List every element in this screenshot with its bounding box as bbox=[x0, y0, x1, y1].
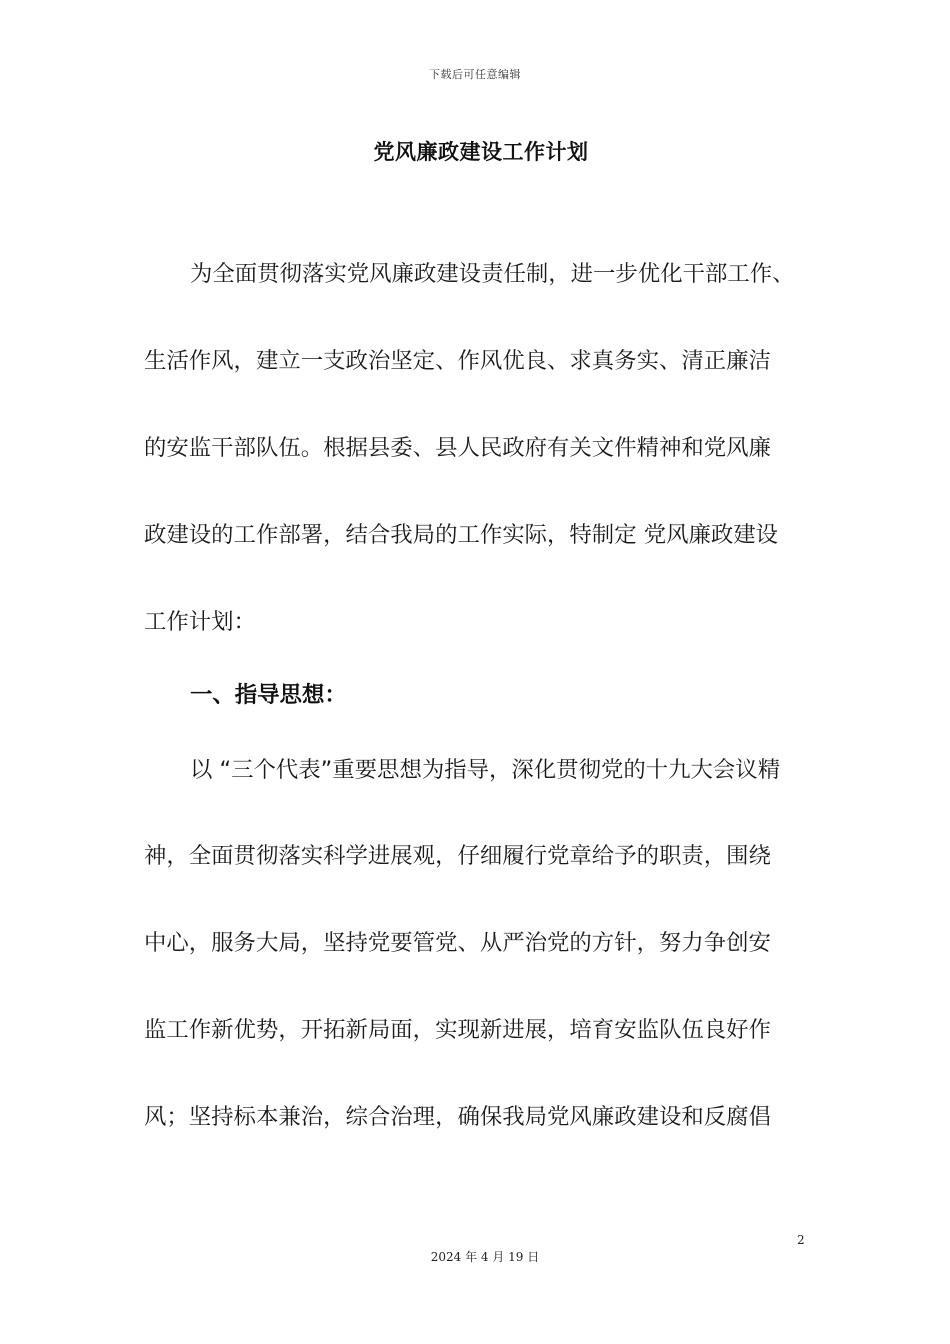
section-heading-guiding-thought: 一、指导思想： bbox=[190, 682, 347, 708]
document-title: 党风廉政建设工作计划 bbox=[373, 140, 589, 164]
paragraph-2-line-5: 风；坚持标本兼治，综合治理，确保我局党风廉政建设和反腐倡 bbox=[144, 1104, 771, 1130]
paragraph-2-line-2: 神，全面贯彻落实科学进展观，仔细履行党章给予的职责，围绕 bbox=[144, 843, 771, 869]
paragraph-1-line-2: 生活作风，建立一支政治坚定、作风优良、求真务实、清正廉洁 bbox=[144, 348, 771, 374]
footer-date: 2024 年 4 月 19 日 bbox=[430, 1250, 540, 1264]
paragraph-2-line-3: 中心，服务大局，坚持党要管党、从严治党的方针，努力争创安 bbox=[144, 930, 771, 956]
paragraph-1-line-1: 为全面贯彻落实党风廉政建设责任制，进一步优化干部工作、 bbox=[190, 261, 795, 287]
paragraph-1-line-3: 的安监干部队伍。根据县委、县人民政府有关文件精神和党风廉 bbox=[144, 435, 771, 461]
page-number: 2 bbox=[797, 1233, 805, 1247]
paragraph-1-line-5: 工作计划： bbox=[144, 609, 256, 635]
header-note: 下载后可任意编辑 bbox=[429, 68, 521, 81]
paragraph-2-line-4: 监工作新优势，开拓新局面，实现新进展，培育安监队伍良好作 bbox=[144, 1017, 771, 1043]
paragraph-1-line-4: 政建设的工作部署，结合我局的工作实际，特制定 党风廉政建设 bbox=[144, 522, 779, 548]
paragraph-2-line-1: 以 “三个代表”重要思想为指导，深化贯彻党的十九大会议精 bbox=[190, 757, 781, 783]
